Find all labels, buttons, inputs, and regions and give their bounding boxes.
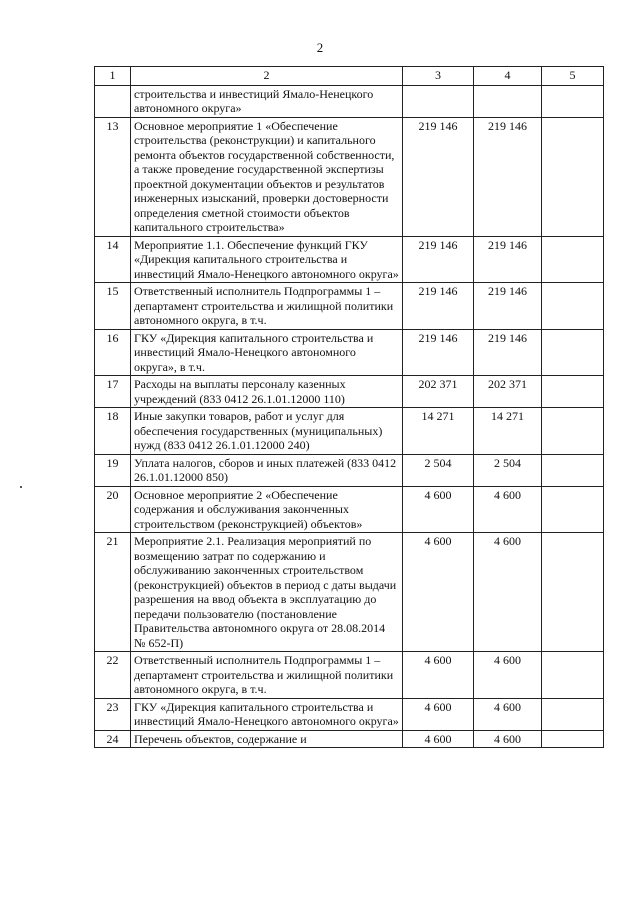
- row-name-cell: Мероприятие 1.1. Обеспечение функций ГКУ «Дирекция капитального строительства и инвестиций Ямало-Ненецкого автономного округа»: [131, 236, 403, 283]
- row-name-cell: Уплата налогов, сборов и иных платежей (833 0412 26.1.01.12000 850): [131, 454, 403, 486]
- row-number-cell: 13: [95, 117, 131, 236]
- row-col5-value: [542, 730, 604, 748]
- table-body: [95, 85, 604, 748]
- row-number-cell: [95, 85, 131, 117]
- row-col4-value: 4 600: [474, 652, 542, 699]
- table-row: [95, 454, 604, 486]
- scan-speck: [20, 486, 22, 488]
- row-number-cell: 18: [95, 408, 131, 455]
- row-col5-value: [542, 236, 604, 283]
- row-col4-value: 219 146: [474, 283, 542, 330]
- row-col4-value: 4 600: [474, 533, 542, 652]
- row-col3-value: 202 371: [403, 376, 474, 408]
- row-col3-value: 4 600: [403, 698, 474, 730]
- row-col5-value: [542, 454, 604, 486]
- row-name-cell: строительства и инвестиций Ямало-Ненецкого автономного округа»: [131, 85, 403, 117]
- table-row: [95, 376, 604, 408]
- header-col-3: 3: [403, 67, 474, 86]
- row-name-cell: Расходы на выплаты персоналу казенных учреждений (833 0412 26.1.01.12000 110): [131, 376, 403, 408]
- row-number-cell: 22: [95, 652, 131, 699]
- row-col3-value: 2 504: [403, 454, 474, 486]
- budget-table: [94, 66, 604, 748]
- row-col3-value: 219 146: [403, 283, 474, 330]
- table-row: [95, 408, 604, 455]
- row-number-cell: 14: [95, 236, 131, 283]
- row-number-cell: 19: [95, 454, 131, 486]
- row-number-cell: 16: [95, 329, 131, 376]
- row-col5-value: [542, 652, 604, 699]
- row-col3-value: 4 600: [403, 652, 474, 699]
- header-col-2: 2: [131, 67, 403, 86]
- row-col4-value: 2 504: [474, 454, 542, 486]
- row-number-cell: 20: [95, 486, 131, 533]
- row-name-cell: Перечень объектов, содержание и: [131, 730, 403, 748]
- row-col3-value: [403, 85, 474, 117]
- row-col5-value: [542, 486, 604, 533]
- row-col5-value: [542, 533, 604, 652]
- row-col4-value: 219 146: [474, 236, 542, 283]
- table-row: [95, 85, 604, 117]
- row-col5-value: [542, 376, 604, 408]
- row-name-cell: Основное мероприятие 1 «Обеспечение строительства (реконструкции) и капитального ремонта объектов государственной собственности, а также проведение государственной экспертизы проектной документации объектов и результатов инженерных изысканий, проверки достоверности определения сметной стоимости объектов капитального строительства»: [131, 117, 403, 236]
- row-col3-value: 14 271: [403, 408, 474, 455]
- row-name-cell: Основное мероприятие 2 «Обеспечение содержания и обслуживания законченных строительством (реконструкцией) объектов»: [131, 486, 403, 533]
- row-name-cell: ГКУ «Дирекция капитального строительства и инвестиций Ямало-Ненецкого автономного округа», в т.ч.: [131, 329, 403, 376]
- header-col-4: 4: [474, 67, 542, 86]
- table-row: [95, 236, 604, 283]
- row-col5-value: [542, 408, 604, 455]
- row-col3-value: 219 146: [403, 117, 474, 236]
- row-number-cell: 23: [95, 698, 131, 730]
- row-number-cell: 24: [95, 730, 131, 748]
- row-col4-value: 202 371: [474, 376, 542, 408]
- row-name-cell: Иные закупки товаров, работ и услуг для обеспечения государственных (муниципальных) нужд (833 0412 26.1.01.12000 240): [131, 408, 403, 455]
- row-number-cell: 15: [95, 283, 131, 330]
- table-row: [95, 698, 604, 730]
- row-col4-value: 219 146: [474, 329, 542, 376]
- row-number-cell: 21: [95, 533, 131, 652]
- table-row: [95, 486, 604, 533]
- table-row: [95, 652, 604, 699]
- header-row: [95, 67, 604, 86]
- row-col4-value: 4 600: [474, 698, 542, 730]
- table-row: [95, 117, 604, 236]
- table-row: [95, 283, 604, 330]
- row-col3-value: 219 146: [403, 329, 474, 376]
- row-col4-value: 219 146: [474, 117, 542, 236]
- row-number-cell: 17: [95, 376, 131, 408]
- row-col5-value: [542, 283, 604, 330]
- table-row: [95, 533, 604, 652]
- row-col5-value: [542, 117, 604, 236]
- header-col-1: 1: [95, 67, 131, 86]
- row-col3-value: 4 600: [403, 486, 474, 533]
- table-row: [95, 329, 604, 376]
- row-col5-value: [542, 698, 604, 730]
- row-name-cell: Ответственный исполнитель Подпрограммы 1 – департамент строительства и жилищной политики автономного округа, в т.ч.: [131, 283, 403, 330]
- row-col3-value: 4 600: [403, 730, 474, 748]
- row-col4-value: 14 271: [474, 408, 542, 455]
- row-col3-value: 4 600: [403, 533, 474, 652]
- row-name-cell: ГКУ «Дирекция капитального строительства и инвестиций Ямало-Ненецкого автономного округа»: [131, 698, 403, 730]
- row-col3-value: 219 146: [403, 236, 474, 283]
- row-col4-value: [474, 85, 542, 117]
- table-row: [95, 730, 604, 748]
- row-col4-value: 4 600: [474, 486, 542, 533]
- row-name-cell: Ответственный исполнитель Подпрограммы 1 – департамент строительства и жилищной политики автономного округа, в т.ч.: [131, 652, 403, 699]
- row-col5-value: [542, 329, 604, 376]
- row-col4-value: 4 600: [474, 730, 542, 748]
- row-name-cell: Мероприятие 2.1. Реализация мероприятий по возмещению затрат по содержанию и обслуживанию законченных строительством (реконструкцией) объектов в период с даты выдачи разрешения на ввод объекта в эксплуатацию до передачи пользователю (постановление Правительства автономного округа от 28.08.2014 № 652-П): [131, 533, 403, 652]
- header-col-5: 5: [542, 67, 604, 86]
- row-col5-value: [542, 85, 604, 117]
- page-number: 2: [316, 40, 324, 55]
